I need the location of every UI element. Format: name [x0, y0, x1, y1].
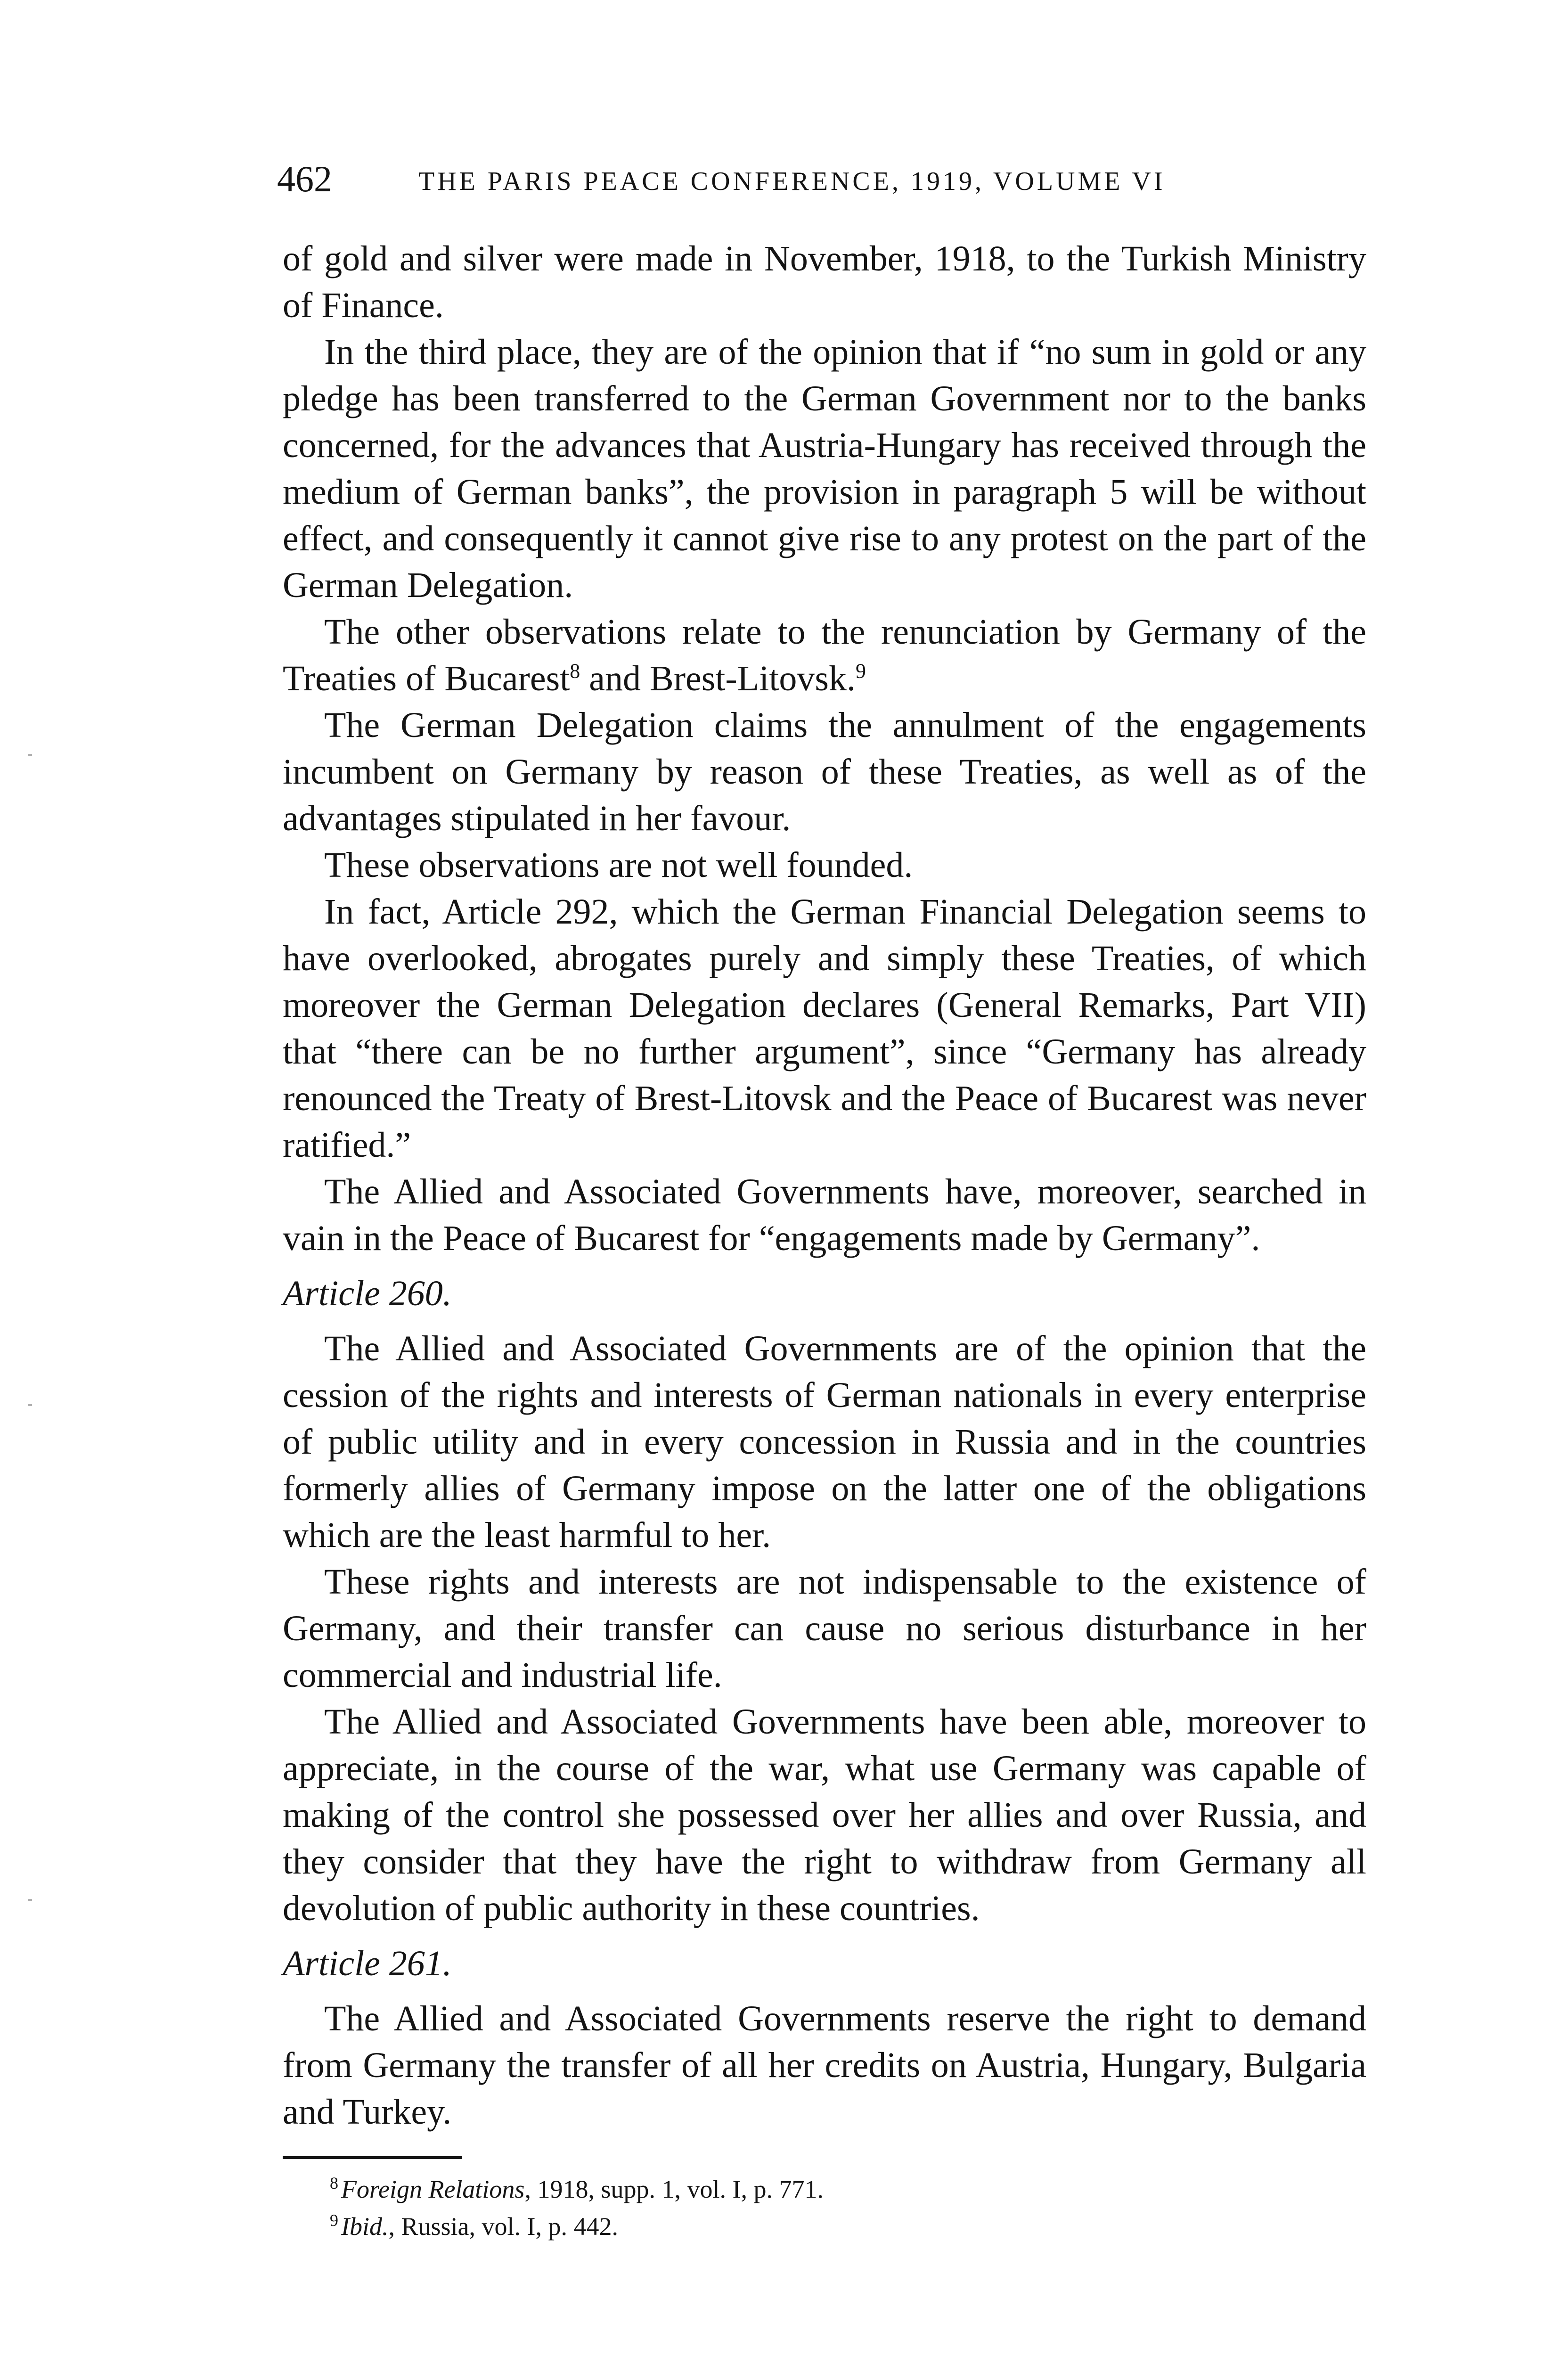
body-text [283, 236, 1366, 2242]
paragraph-text: The other observations relate to the renunciation by Germany of the Treaties of Bucarest [283, 612, 1366, 698]
paragraph: of gold and silver were made in November, 1918, to the Turkish Ministry of Finance. [283, 239, 1366, 325]
margin-mark [28, 754, 32, 756]
footnote-title: Ibid. [341, 2212, 389, 2241]
paragraph: The Allied and Associated Governments have been able, moreover to appreciate, in the course of the war, what use Germany was capable of making of the control she possessed over her allies and over Russia, and they consider that they have the right to withdraw from Germany all devolution of public authority in these countries. [283, 1702, 1366, 1928]
margin-mark [28, 1899, 32, 1901]
paragraph: In fact, Article 292, which the German Financial Delegation seems to have overlooked, abrogates purely and simply these Treaties, of which moreover the German Delegation declares (General Remarks, Part VII) that “there can be no further argument”, since “Germany has already renounced the Treaty of Brest-Litovsk and the Peace of Bucarest was never ratified.” [283, 892, 1366, 1165]
footnote-ref: 9 [855, 659, 866, 683]
footnote-title: Foreign Relations [341, 2175, 525, 2203]
paragraph: The Allied and Associated Governments are of the opinion that the cession of the rights and interests of German nationals in every enterprise of public utility and in every concession in Russia and in the countries formerly allies of Germany impose on the latter one of the obligations which are the least harmful to her. [283, 1329, 1366, 1555]
margin-mark [28, 1404, 32, 1406]
paragraph-text: and Brest-Litovsk. [580, 659, 856, 698]
article-heading: Article 260. [283, 1274, 452, 1313]
footnote-mark: 8 [330, 2174, 338, 2192]
footnote-mark: 9 [330, 2211, 338, 2230]
paragraph: The German Delegation claims the annulment of the engagements incumbent on Germany by reason of these Treaties, as well as of the advantages stipulated in her favour. [283, 705, 1366, 838]
paragraph: In the third place, they are of the opinion that if “no sum in gold or any pledge has been transferred to the German Government nor to the banks concerned, for the advances that Austria-Hungary has received through the medium of German banks”, the provision in paragraph 5 will be without effect, and consequently it cannot give rise to any protest on the part of the German Delegation. [283, 332, 1366, 605]
paragraph [283, 609, 1366, 702]
paragraph: These observations are not well founded. [324, 845, 913, 885]
footnote-ref: 8 [570, 659, 580, 683]
page-number: 462 [277, 158, 332, 199]
article-heading: Article 261. [283, 1944, 452, 1983]
paragraph: The Allied and Associated Governments have, moreover, searched in vain in the Peace of Bucarest for “engagements made by Germany”. [283, 1172, 1366, 1258]
page-header [277, 155, 1389, 212]
footnote-rule [283, 2156, 462, 2159]
paragraph: These rights and interests are not indispensable to the existence of Germany, and their transfer can cause no serious disturbance in her commercial and industrial life. [283, 1562, 1366, 1695]
footnote [283, 2168, 1366, 2205]
paragraph: The Allied and Associated Governments reserve the right to demand from Germany the transfer of all her credits on Austria, Hungary, Bulgaria and Turkey. [283, 1999, 1366, 2132]
footnote [283, 2205, 1366, 2242]
running-head: THE PARIS PEACE CONFERENCE, 1919, VOLUME VI [418, 167, 1166, 196]
footnote-text: , 1918, supp. 1, vol. I, p. 771. [524, 2175, 824, 2203]
footnote-text: , Russia, vol. I, p. 442. [388, 2212, 619, 2241]
